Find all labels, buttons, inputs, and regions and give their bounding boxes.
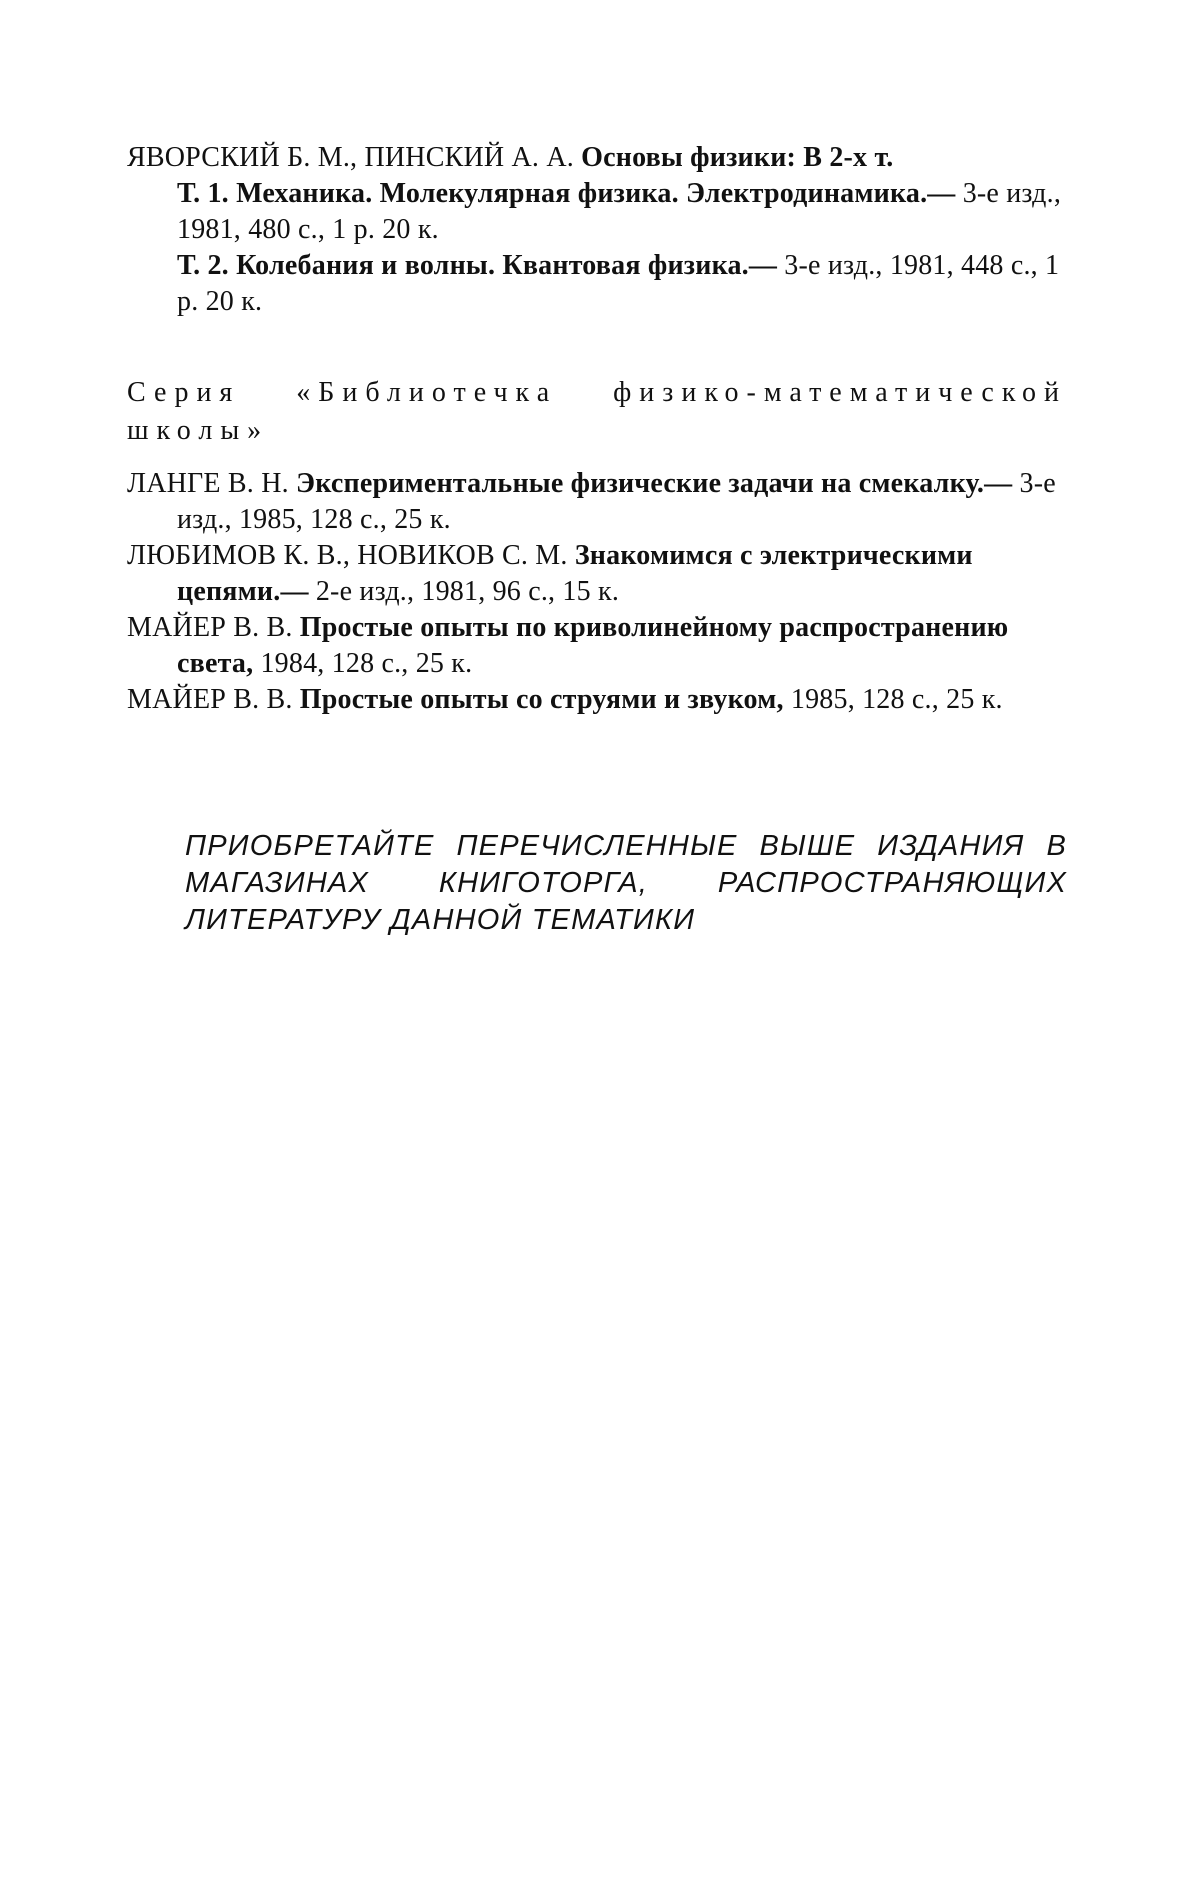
series-item-meta: 1984, 128 с., 25 к. [260,648,473,679]
series-item-author: ЛАНГЕ В. Н. [127,468,289,499]
series-item-author: ЛЮБИМОВ К. В., НОВИКОВ С. М. [127,540,568,571]
series-item-title: Простые опыты по криволинейному распространению света, [177,612,1009,679]
series-item [127,682,1067,718]
publication-author: ЯВОРСКИЙ Б. М., ПИНСКИЙ А. А. [127,142,574,173]
series-list [127,466,1067,718]
publication-title: Основы физики: В 2-х т. [581,142,894,173]
series-item [127,610,1067,682]
publication-entry [127,140,1067,320]
series-item-title: Экспериментальные физические задачи на смекалку.— [296,468,1013,499]
series-item-meta: 2-е изд., 1981, 96 с., 15 к. [315,576,620,607]
series-item [127,466,1067,538]
series-item-author: МАЙЕР В. В. [127,684,293,715]
volume-item [127,176,1067,248]
volume-title: Т. 2. Колебания и волны. Квантовая физика.— [177,250,778,281]
volume-meta: 3-е изд., 1981, 480 с., 1 р. 20 к. [177,178,1062,245]
series-title: Серия «Библиотечка физико-математической школы» [127,377,1067,446]
series-item [127,538,1067,610]
series-item-title: Простые опыты со струями и звуком, [299,684,784,715]
purchase-notice [127,828,1067,939]
publication-header [127,140,1067,176]
volume-item [127,248,1067,320]
series-item-meta: 1985, 128 с., 25 к. [790,684,1003,715]
notice-text: ПРИОБРЕТАЙТЕ ПЕРЕЧИСЛЕННЫЕ ВЫШЕ ИЗДАНИЯ В МАГАЗИНАХ КНИГОТОРГА, РАСПРОСТРАНЯЮЩИХ ЛИТЕРАТУРУ ДАННОЙ ТЕМАТИКИ [185,830,1067,936]
volume-meta: 3-е изд., 1981, 448 с., 1 р. 20 к. [177,250,1060,317]
series-item-title: Знакомимся с электрическими цепями.— [177,540,973,607]
series-item-meta: 3-е изд., 1985, 128 с., 25 к. [177,468,1056,535]
volume-title: Т. 1. Механика. Молекулярная физика. Электродинамика.— [177,178,956,209]
series-item-author: МАЙЕР В. В. [127,612,293,643]
